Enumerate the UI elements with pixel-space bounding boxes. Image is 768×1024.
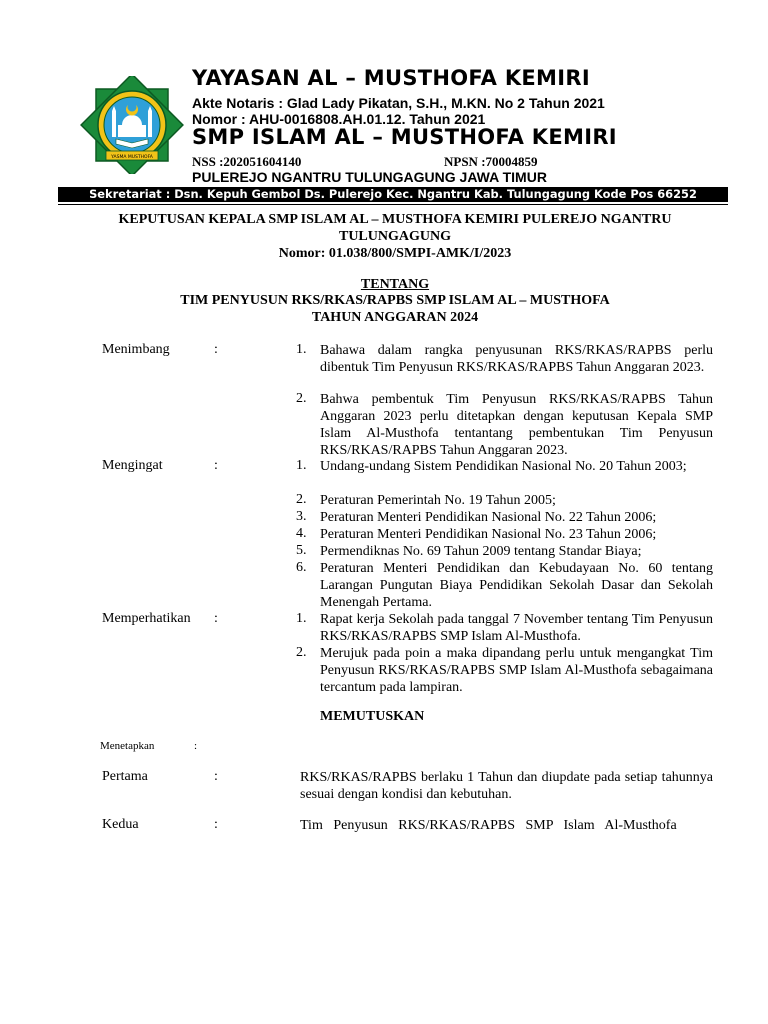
nss-number: NSS :202051604140 [192, 154, 302, 169]
mengingat-num-6: 6. [296, 560, 307, 575]
menimbang-num-2: 2. [296, 391, 307, 406]
mengingat-item-3: Peraturan Menteri Pendidikan Nasional No. 22 Tahun 2006; [320, 510, 657, 525]
mengingat-item-1: Undang-undang Sistem Pendidikan Nasional No. 20 Tahun 2003; [320, 459, 687, 474]
menetapkan-label: Menetapkan [100, 740, 155, 752]
menetapkan-colon: : [194, 740, 198, 752]
memutuskan-heading: MEMUTUSKAN [320, 709, 425, 724]
memperhatikan-label: Memperhatikan [102, 611, 191, 626]
pertama-text: RKS/RKAS/RAPBS berlaku 1 Tahun dan diupdate pada setiap tahunnya sesuai dengan kondisi dan kebutuhan. [300, 770, 713, 802]
mengingat-num-5: 5. [296, 543, 307, 558]
notary-deed: Akte Notaris : Glad Lady Pikatan, S.H., M.KN. No 2 Tahun 2021 [192, 95, 605, 111]
ahu-number: Nomor : AHU-0016808.AH.01.12. Tahun 2021 [192, 111, 486, 127]
decree-subject-line1: TIM PENYUSUN RKS/RKAS/RAPBS SMP ISLAM AL – MUSTHOFA [180, 293, 610, 308]
npsn-number: NPSN :70004859 [444, 154, 538, 169]
mengingat-colon: : [214, 458, 218, 473]
school-logo [78, 76, 186, 174]
menimbang-item-2: Bahwa pembentuk Tim Penyusun RKS/RKAS/RAPBS Tahun Anggaran 2023 perlu ditetapkan dengan keputusan Kepala SMP Islam Al-Musthofa tentantang pembentukan Tim Penyusun RKS/RKAS/RAPBS Tahun Anggaran 2023. [320, 392, 713, 458]
memperhatikan-colon: : [214, 611, 218, 626]
mengingat-item-4: Peraturan Menteri Pendidikan Nasional No. 23 Tahun 2006; [320, 527, 657, 542]
decree-title-line1: KEPUTUSAN KEPALA SMP ISLAM AL – MUSTHOFA KEMIRI PULEREJO NGANTRU [118, 212, 672, 227]
menimbang-colon: : [214, 342, 218, 357]
mengingat-label: Mengingat [102, 458, 163, 473]
decree-number: Nomor: 01.038/800/SMPI-AMK/I/2023 [278, 246, 512, 261]
mengingat-item-6: Peraturan Menteri Pendidikan dan Kebudayaan No. 60 tentang Larangan Pungutan Biaya Pendidikan Sekolah Dasar dan Sekolah Menengah Pertama. [320, 561, 713, 610]
foundation-name: YAYASAN AL – MUSTHOFA KEMIRI [192, 66, 590, 90]
kedua-colon: : [214, 817, 218, 832]
mengingat-item-2: Peraturan Pemerintah No. 19 Tahun 2005; [320, 493, 556, 508]
mengingat-num-1: 1. [296, 458, 307, 473]
kedua-text: Tim Penyusun RKS/RKAS/RAPBS SMP Islam Al-Musthofa [300, 818, 677, 833]
memperhatikan-item-2: Merujuk pada poin a maka dipandang perlu untuk mengangkat Tim Penyusun RKS/RKAS/RAPBS SMP Islam Al-Musthofa sebagaimana tercantum pada lampiran. [320, 646, 713, 695]
menimbang-item-1: Bahawa dalam rangka penyusunan RKS/RKAS/RAPBS perlu dibentuk Tim Penyusun RKS/RKAS/RAPBS Tahun Anggaran 2023. [320, 343, 713, 375]
school-name: SMP ISLAM AL – MUSTHOFA KEMIRI [192, 125, 617, 149]
header-divider [58, 204, 728, 205]
decree-subject-line2: TAHUN ANGGARAN 2024 [311, 310, 479, 325]
memperhatikan-item-1: Rapat kerja Sekolah pada tanggal 7 November tentang Tim Penyusun RKS/RKAS/RAPBS SMP Islam Al-Musthofa. [320, 612, 713, 644]
pertama-colon: : [214, 769, 218, 784]
memperhatikan-num-1: 1. [296, 611, 307, 626]
kedua-label: Kedua [102, 817, 139, 832]
decree-title-line2: TULUNGAGUNG [338, 229, 451, 244]
logo-banner-text: YASMA MUSTHOFA [111, 155, 153, 160]
tentang-heading: TENTANG [360, 277, 430, 292]
pertama-label: Pertama [102, 769, 148, 784]
secretariat-banner: Sekretariat : Dsn. Kepuh Gembol Ds. Pulerejo Kec. Ngantru Kab. Tulungagung Kode Pos 66252 [58, 187, 728, 202]
mengingat-num-3: 3. [296, 509, 307, 524]
mengingat-item-5: Permendiknas No. 69 Tahun 2009 tentang Standar Biaya; [320, 544, 642, 559]
memperhatikan-num-2: 2. [296, 645, 307, 660]
mengingat-num-4: 4. [296, 526, 307, 541]
mengingat-num-2: 2. [296, 492, 307, 507]
menimbang-num-1: 1. [296, 342, 307, 357]
address-region: PULEREJO NGANTRU TULUNGAGUNG JAWA TIMUR [192, 169, 547, 185]
menimbang-label: Menimbang [102, 342, 170, 357]
